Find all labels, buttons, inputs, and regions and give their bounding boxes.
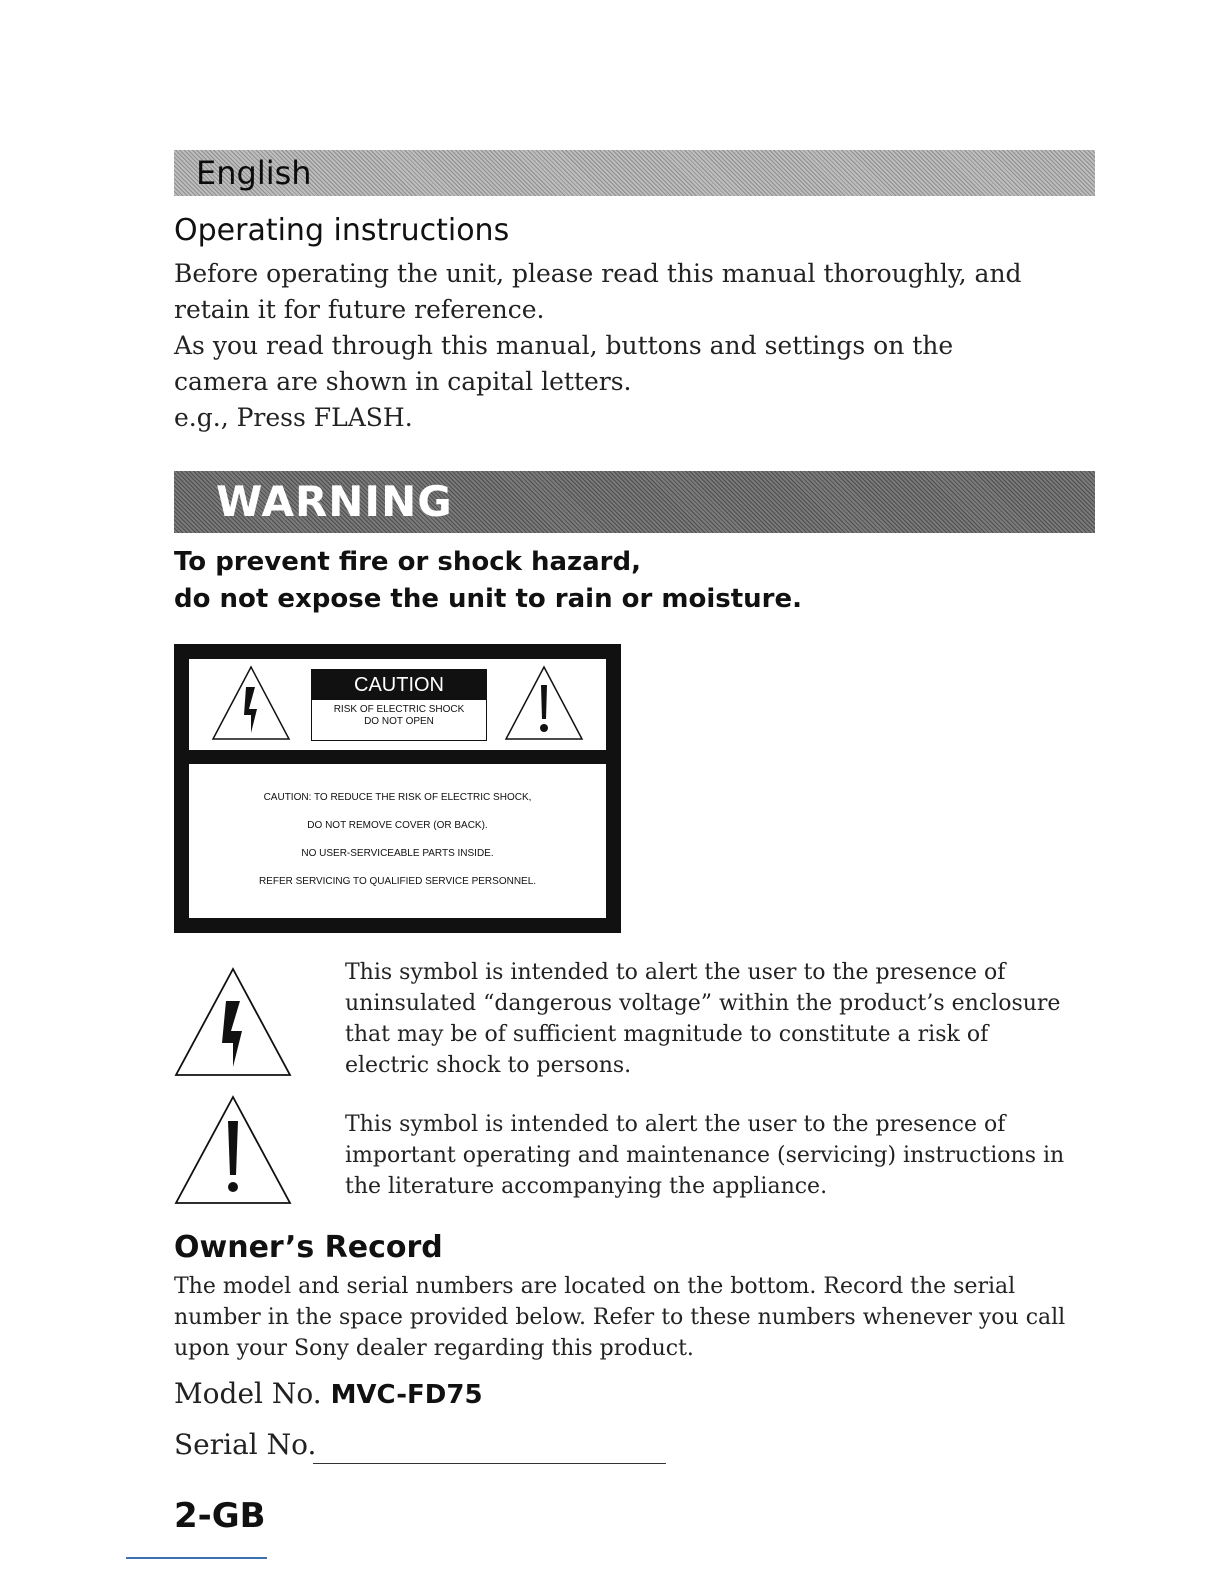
exclamation-warning-icon <box>174 1095 292 1205</box>
caution-badge-subtitle-1: RISK OF ELECTRIC SHOCK <box>333 704 465 715</box>
warning-band <box>174 471 1095 533</box>
warning-line-2: do not expose the unit to rain or moisture. <box>174 584 802 614</box>
operating-para-2: As you read through this manual, buttons and settings on the camera are shown in capital letters. <box>174 331 954 396</box>
serial-number-blank <box>313 1463 666 1464</box>
owners-record-body: The model and serial numbers are located on the bottom. Record the serial number in the space provided below. Refer to these numbers whenever you call upon your Sony dealer regarding this product. <box>174 1274 1066 1361</box>
caution-label-top <box>189 659 606 750</box>
caution-badge <box>311 669 487 741</box>
operating-instructions-title: Operating instructions <box>174 213 510 248</box>
model-number-label: Model No. <box>174 1377 322 1410</box>
lightning-warning-icon <box>211 665 291 741</box>
serial-number-line <box>174 1428 316 1461</box>
operating-para-1: Before operating the unit, please read this manual thoroughly, and retain it for future reference. <box>174 259 1022 324</box>
english-section-band <box>174 150 1095 196</box>
caution-line-2: DO NOT REMOVE COVER (OR BACK). <box>307 820 488 831</box>
exclamation-warning-icon <box>504 665 584 741</box>
footer-rule <box>126 1557 267 1559</box>
caution-label <box>174 644 621 933</box>
caution-badge-subtitle-2: DO NOT OPEN <box>364 716 434 727</box>
caution-line-3: NO USER-SERVICEABLE PARTS INSIDE. <box>301 848 494 859</box>
operating-instructions-body <box>174 256 1054 436</box>
page-number: 2-GB <box>174 1496 266 1536</box>
caution-line-4: REFER SERVICING TO QUALIFIED SERVICE PERSONNEL. <box>258 876 537 887</box>
model-number-line <box>174 1377 483 1410</box>
serial-number-label: Serial No. <box>174 1428 317 1461</box>
caution-badge-title: CAUTION <box>312 670 486 700</box>
owners-record-title: Owner’s Record <box>174 1230 443 1265</box>
exclamation-symbol-description: This symbol is intended to alert the user to the presence of important operating and maintenance (servicing) instructions in the literature accompanying the appliance. <box>345 1112 1065 1199</box>
caution-label-bottom <box>189 764 606 918</box>
warning-band-label: WARNING <box>216 477 453 526</box>
warning-statement <box>174 544 802 618</box>
caution-line-1: CAUTION: TO REDUCE THE RISK OF ELECTRIC SHOCK, <box>263 792 532 803</box>
operating-para-3: e.g., Press FLASH. <box>174 403 413 432</box>
model-number-value: MVC-FD75 <box>330 1380 483 1410</box>
english-band-label: English <box>196 154 312 192</box>
lightning-warning-icon <box>174 967 292 1077</box>
voltage-symbol-description: This symbol is intended to alert the user to the presence of uninsulated “dangerous voltage” within the product’s enclosure that may be of sufficient magnitude to constitute a risk of electric shock to persons. <box>345 960 1061 1078</box>
warning-line-1: To prevent fire or shock hazard, <box>174 547 641 577</box>
